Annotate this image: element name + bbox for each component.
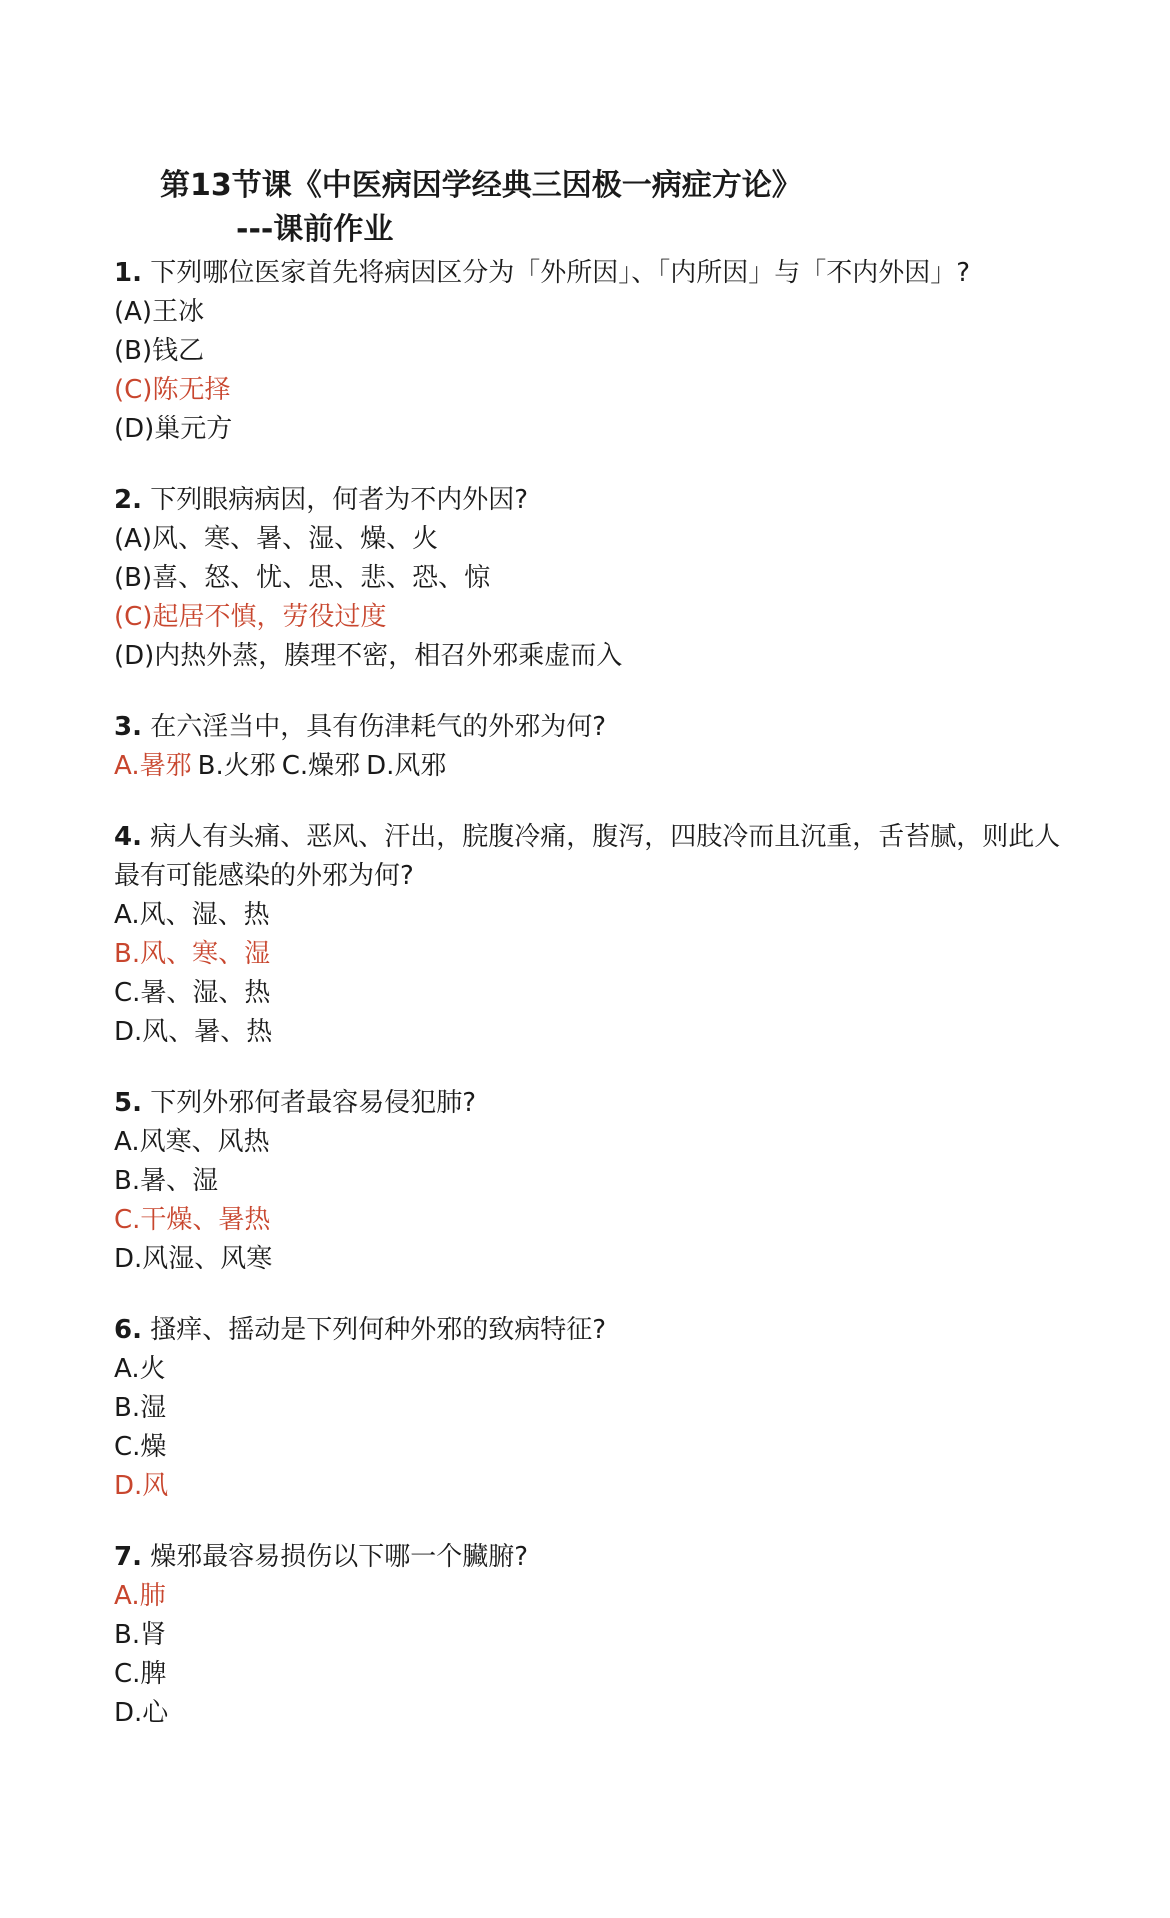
question-stem (114, 1311, 1074, 1350)
question-stem (114, 481, 1074, 520)
option-d: D.风邪 (366, 751, 447, 781)
document-subtitle: ---课前作业 (236, 212, 394, 247)
question-text: 病人有头痛、恶风、汗出，脘腹冷痛，腹泻，四肢冷而且沉重，舌苔腻，则此人最有可能感染的外邪为何? (114, 822, 1061, 891)
question-5 (114, 1084, 1074, 1279)
question-stem (114, 1538, 1074, 1577)
option-b-answer: B.风、寒、湿 (114, 939, 271, 969)
option-c: C.燥 (114, 1432, 167, 1462)
option-c: C.脾 (114, 1659, 167, 1689)
option-d-answer: D.风 (114, 1471, 169, 1501)
option-d: D.心 (114, 1698, 169, 1728)
option-d: (D)巢元方 (114, 414, 233, 444)
question-number: 3. (114, 712, 142, 742)
question-2 (114, 481, 1074, 676)
document-title: 第13节课《中医病因学经典三因极一病症方论》 (160, 168, 802, 203)
question-4 (114, 818, 1074, 1052)
question-number: 1. (114, 258, 142, 288)
question-stem (114, 1084, 1074, 1123)
option-b: (B)钱乙 (114, 336, 205, 366)
option-b: (B)喜、怒、忧、思、悲、恐、惊 (114, 563, 491, 593)
question-7 (114, 1538, 1074, 1733)
option-a: A.风寒、风热 (114, 1127, 270, 1157)
option-c: C.暑、湿、热 (114, 978, 271, 1008)
question-text: 在六淫当中，具有伤津耗气的外邪为何? (150, 712, 607, 742)
option-a: (A)风、寒、暑、湿、燥、火 (114, 524, 439, 554)
inline-options (114, 747, 1074, 786)
question-number: 7. (114, 1542, 142, 1572)
option-b: B.肾 (114, 1620, 167, 1650)
option-c: C.燥邪 (281, 751, 361, 781)
question-number: 6. (114, 1315, 142, 1345)
question-number: 4. (114, 822, 142, 852)
option-a-answer: A.暑邪 (114, 751, 192, 781)
question-text: 燥邪最容易损伤以下哪一个臟腑? (150, 1542, 529, 1572)
question-1 (114, 254, 1074, 449)
option-b: B.火邪 (197, 751, 276, 781)
question-number: 2. (114, 485, 142, 515)
question-3 (114, 708, 1074, 786)
option-a: (A)王冰 (114, 297, 205, 327)
question-6 (114, 1311, 1074, 1506)
option-a: A.风、湿、热 (114, 900, 270, 930)
question-text: 下列眼病病因，何者为不内外因? (150, 485, 529, 515)
option-a-answer: A.肺 (114, 1581, 166, 1611)
question-stem (114, 708, 1074, 747)
option-c-answer: C.干燥、暑热 (114, 1205, 271, 1235)
option-d: D.风、暑、热 (114, 1017, 273, 1047)
option-b: B.暑、湿 (114, 1166, 219, 1196)
question-list (114, 254, 1074, 1765)
option-b: B.湿 (114, 1393, 167, 1423)
question-text: 下列外邪何者最容易侵犯肺? (150, 1088, 477, 1118)
option-a: A.火 (114, 1354, 166, 1384)
question-number: 5. (114, 1088, 142, 1118)
question-text: 下列哪位医家首先将病因区分为「外所因」、「内所因」与「不内外因」? (150, 258, 971, 288)
option-c-answer: (C)陈无择 (114, 375, 231, 405)
option-c-answer: (C)起居不慎，劳役过度 (114, 602, 387, 632)
question-stem (114, 254, 1074, 293)
option-d: D.风湿、风寒 (114, 1244, 273, 1274)
option-d: (D)内热外蒸，腠理不密，相召外邪乘虚而入 (114, 641, 623, 671)
question-text: 搔痒、摇动是下列何种外邪的致病特征? (150, 1315, 607, 1345)
question-stem (114, 818, 1074, 896)
